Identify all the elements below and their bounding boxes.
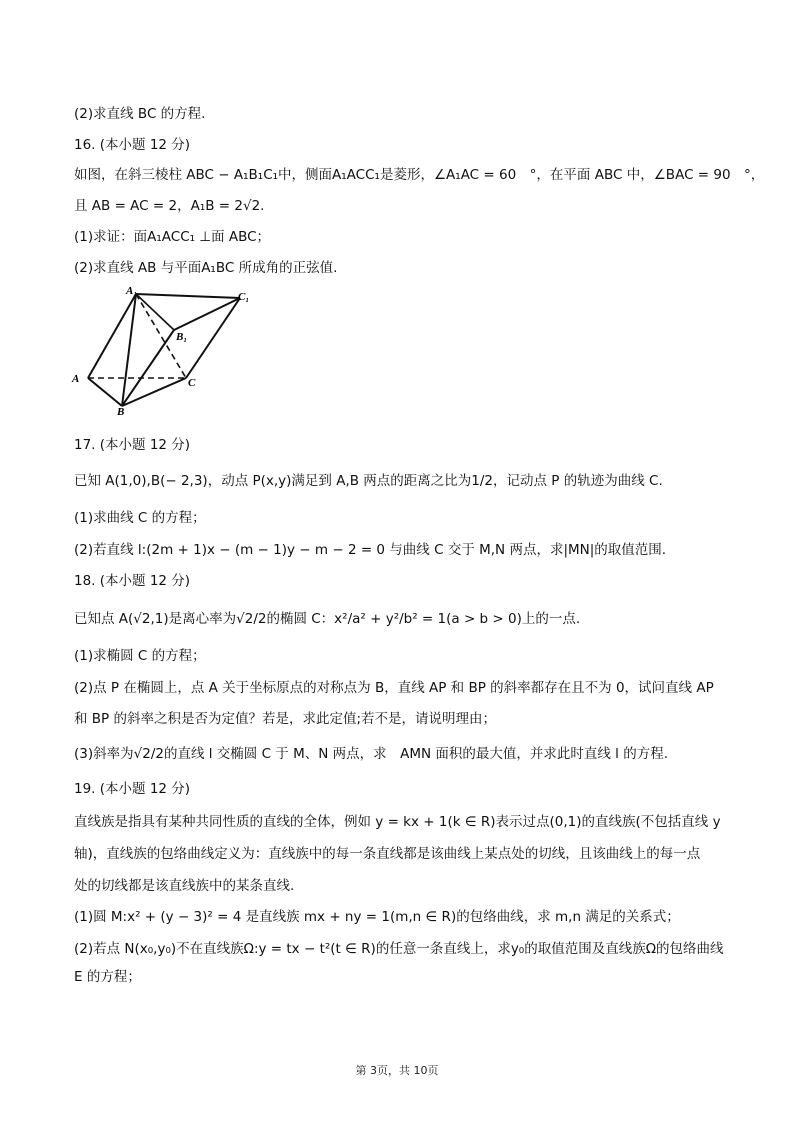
text-line: (1)求曲线 C 的方程； xyxy=(74,510,206,526)
text-line: E 的方程； xyxy=(74,969,141,985)
text-line: (1)圆 M:x² + (y − 3)² = 4 是直线族 mx + ny = 1(m,n ∈ R)的包络曲线，求 m,n 满足的关系式； xyxy=(74,909,680,925)
vertex-label-B1: B₁ xyxy=(176,331,188,343)
text-line: (2)求直线 BC 的方程. xyxy=(74,106,206,122)
question-heading: 17. (本小题 12 分) xyxy=(74,437,191,453)
text-line: 轴)，直线族的包络曲线定义为：直线族中的每一条直线都是该曲线上某点处的切线，且该曲线上的每一点 xyxy=(74,846,701,862)
text-line: (2)若直线 l:(2m + 1)x − (m − 1)y − m − 2 = 0 与曲线 C 交于 M,N 两点，求|MN|的取值范围. xyxy=(74,542,667,558)
vertex-label-B: B xyxy=(117,406,125,417)
page-footer: 第 3页，共 10页 xyxy=(355,1064,439,1077)
edge-A1-C1 xyxy=(136,294,240,298)
question-heading: 16. (本小题 12 分) xyxy=(74,137,191,153)
text-line: 直线族是指具有某种共同性质的直线的全体，例如 y = kx + 1(k ∈ R)表示过点(0,1)的直线族(不包括直线 y xyxy=(74,814,721,830)
vertex-label-C1: C₁ xyxy=(238,291,250,303)
edge-A1-A xyxy=(88,294,136,378)
text-line: 且 AB = AC = 2，A₁B = 2√2. xyxy=(74,198,265,214)
text-line: (2)点 P 在椭圆上，点 A 关于坐标原点的对称点为 B，直线 AP 和 BP 的斜率都存在且不为 0，试问直线 AP xyxy=(74,680,714,696)
text-line: (3)斜率为√2/2的直线 l 交椭圆 C 于 M、N 两点，求 AMN 面积的最大值，并求此时直线 l 的方程. xyxy=(74,746,669,762)
edge-A-B xyxy=(88,378,122,406)
text-line: (1)求椭圆 C 的方程； xyxy=(74,648,206,664)
text-line: 和 BP 的斜率之积是否为定值？若是，求此定值;若不是，请说明理由； xyxy=(74,711,497,727)
text-line: 已知 A(1,0),B(− 2,3)，动点 P(x,y)满足到 A,B 两点的距离之比为1/2，记动点 P 的轨迹为曲线 C. xyxy=(74,473,663,489)
vertex-label-A1: A₁ xyxy=(126,285,138,297)
text-line: 如图，在斜三棱柱 ABC − A₁B₁C₁中，侧面A₁ACC₁是菱形，∠A₁AC = 60 °，在平面 ABC 中，∠BAC = 90 °， xyxy=(74,167,765,183)
prism-figure xyxy=(70,282,270,417)
question-heading: 18. (本小题 12 分) xyxy=(74,573,191,589)
text-line: 已知点 A(√2,1)是离心率为√2/2的椭圆 C：x²/a² + y²/b² = 1(a > b > 0)上的一点. xyxy=(74,611,581,627)
vertex-label-A: A xyxy=(72,373,80,385)
edge-A1-B1 xyxy=(136,294,174,330)
text-line: (2)若点 N(x₀,y₀)不在直线族Ω:y = tx − t²(t ∈ R)的任意一条直线上，求y₀的取值范围及直线族Ω的包络曲线 xyxy=(74,941,724,957)
text-line: (1)求证：面A₁ACC₁ ⊥面 ABC； xyxy=(74,229,271,245)
text-line: (2)求直线 AB 与平面A₁BC 所成角的正弦值. xyxy=(74,260,338,276)
vertex-label-C: C xyxy=(188,377,196,389)
question-heading: 19. (本小题 12 分) xyxy=(74,781,191,797)
text-line: 处的切线都是该直线族中的某条直线. xyxy=(74,878,295,894)
